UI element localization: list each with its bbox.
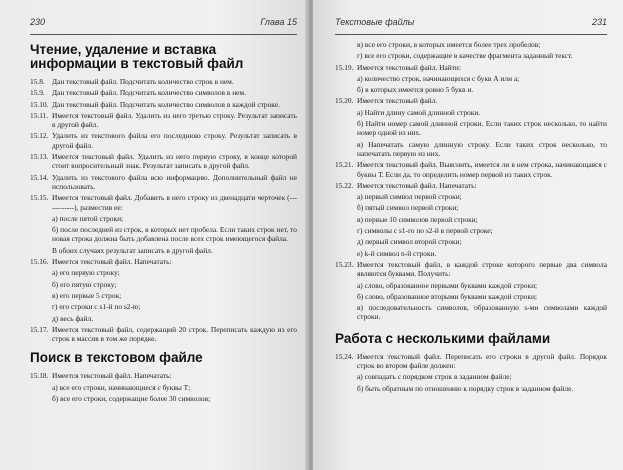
- exercise-item: в) первые 10 символов первой строки;: [357, 214, 478, 224]
- chapter-label: Текстовые файлы: [335, 17, 415, 27]
- exercise: 15.17. Имеется текстовый файл, содержащий 20 строк. Переписать каждую из его строк в массив в том же порядке.: [30, 324, 297, 344]
- exercise-item: б) быть обратным по отношению к порядку строк в заданном файле.: [357, 383, 574, 393]
- exercise-item: г) все его строки, содержащие в качестве фрагмента заданный текст.: [357, 51, 573, 61]
- right-running-head: [335, 14, 607, 35]
- left-page: [0, 0, 309, 470]
- exercise-item: б) после последней из строк, в которых нет пробела. Если таких строк нет, то новая строка должна быть добавлена после всех строк имеющегося файла.: [52, 225, 297, 244]
- exercise-item: в) все его строки, в которых имеется более трех пробелов;: [357, 40, 541, 49]
- exercise-item: г) символы с s1-го по s2-й в первой строке;: [357, 226, 493, 236]
- exercise-item: б) слово, образованное вторыми буквами каждой строки;: [357, 291, 537, 301]
- exercise-item: б) все его строки, содержащие более 30 символов;: [52, 394, 211, 404]
- exercise-item: а) совпадать с порядком строк в заданном файле;: [357, 372, 512, 382]
- exercise-item: а) все его строки, начинающиеся с буквы Т;: [52, 382, 191, 392]
- exercise: 15.20. Имеется текстовый файл.: [335, 96, 438, 106]
- exercise-note: В обоих случаях результат записать в другой файл.: [52, 245, 213, 255]
- exercise-item: б) в которых имеется ровно 5 букв и.: [357, 85, 474, 95]
- exercise: 15.24. Имеется текстовый файл. Переписать его строки в другой файл. Порядок строк во втором файле должен:: [335, 351, 607, 371]
- exercise-item: д) первый символ второй строки;: [357, 237, 462, 247]
- exercise: 15.11. Имеется текстовый файл. Удалить из него третью строку. Результат записать в другой файл.: [30, 110, 297, 130]
- exercise-item: б) его пятую строку;: [52, 279, 117, 289]
- exercise-item: в) Напечатать самую длинную строку. Если таких строк несколько, то напечатать первую из них.: [357, 139, 607, 158]
- chapter-label: Глава 15: [260, 17, 297, 27]
- exercise-item: а) после пятой строки;: [52, 213, 124, 223]
- exercise-item: а) Найти длину самой длинной строки.: [357, 107, 481, 117]
- section-heading: Поиск в текстовом файле: [30, 350, 203, 366]
- exercise: 15.10. Дан текстовый файл. Подсчитать количество символов в каждой строке.: [30, 99, 280, 109]
- exercise-item: а) количество строк, начинающихся с букв А или а;: [357, 73, 520, 83]
- exercise: 15.9. Дан текстовый файл. Подсчитать количество символов в нем.: [30, 88, 246, 98]
- section-heading: Чтение, удаление и вставка информации в текстовый файл: [30, 42, 244, 71]
- exercise: 15.22. Имеется текстовый файл. Напечатать:: [335, 180, 477, 190]
- page-number: 231: [591, 17, 607, 27]
- exercise-item: а) слово, образованное первыми буквами каждой строки;: [357, 280, 538, 290]
- exercise: 15.21. Имеется текстовый файл. Выяснить, имеется ли в нем строка, начинающаяся с буквы Т. Если да, то определить номер первой из таких строк.: [335, 160, 607, 179]
- exercise: 15.15. Имеется текстовый файл. Добавить в него строку из двенадцати черточек (------------), разместив ее:: [30, 193, 297, 212]
- exercise: 15.16. Имеется текстовый файл. Напечатать:: [30, 257, 172, 267]
- exercise: 15.19. Имеется текстовый файл. Найти:: [335, 62, 461, 72]
- page-number: 230: [30, 17, 46, 27]
- exercise: 15.13. Имеется текстовый файл. Удалить из него первую строку, в конце которой стоит вопросительный знак. Результат записать в другой файл.: [30, 152, 297, 171]
- exercise: 15.8. Дан текстовый файл. Подсчитать количество строк в нем.: [30, 77, 234, 86]
- exercise-item: б) пятый символ первой строки;: [357, 203, 459, 213]
- left-running-head: [30, 14, 297, 35]
- exercise-item: г) его строки с s1-й по s2-ю;: [52, 302, 141, 312]
- exercise-item: в) последовательность символов, образованную s-ми символами каждой строки.: [357, 303, 607, 322]
- exercise-item: е) k-й символ n-й строки.: [357, 248, 437, 258]
- exercise: 15.23. Имеется текстовый файл, в каждой строке которого первые два символа являются буквами. Получить:: [335, 259, 607, 279]
- exercise: 15.18. Имеется текстовый файл. Напечатать:: [30, 371, 172, 381]
- exercise-item: д) весь файл.: [52, 313, 94, 323]
- right-page: [313, 0, 623, 470]
- exercise-item: а) его первую строку;: [52, 268, 120, 278]
- exercise-item: а) первый символ первой строки;: [357, 192, 462, 202]
- exercise-item: в) его первые 5 строк;: [52, 290, 122, 300]
- exercise: 15.12. Удалить из текстового файла его последнюю строку. Результат записать в другой файл.: [30, 131, 297, 150]
- exercise: 15.14. Удалить из текстового файла всю информацию. Дополнительный файл не использовать.: [30, 172, 297, 191]
- section-heading: Работа с несколькими файлами: [335, 330, 551, 346]
- exercise-item: б) Найти номер самой длинной строки. Если таких строк несколько, то найти номер одной из них.: [357, 119, 607, 138]
